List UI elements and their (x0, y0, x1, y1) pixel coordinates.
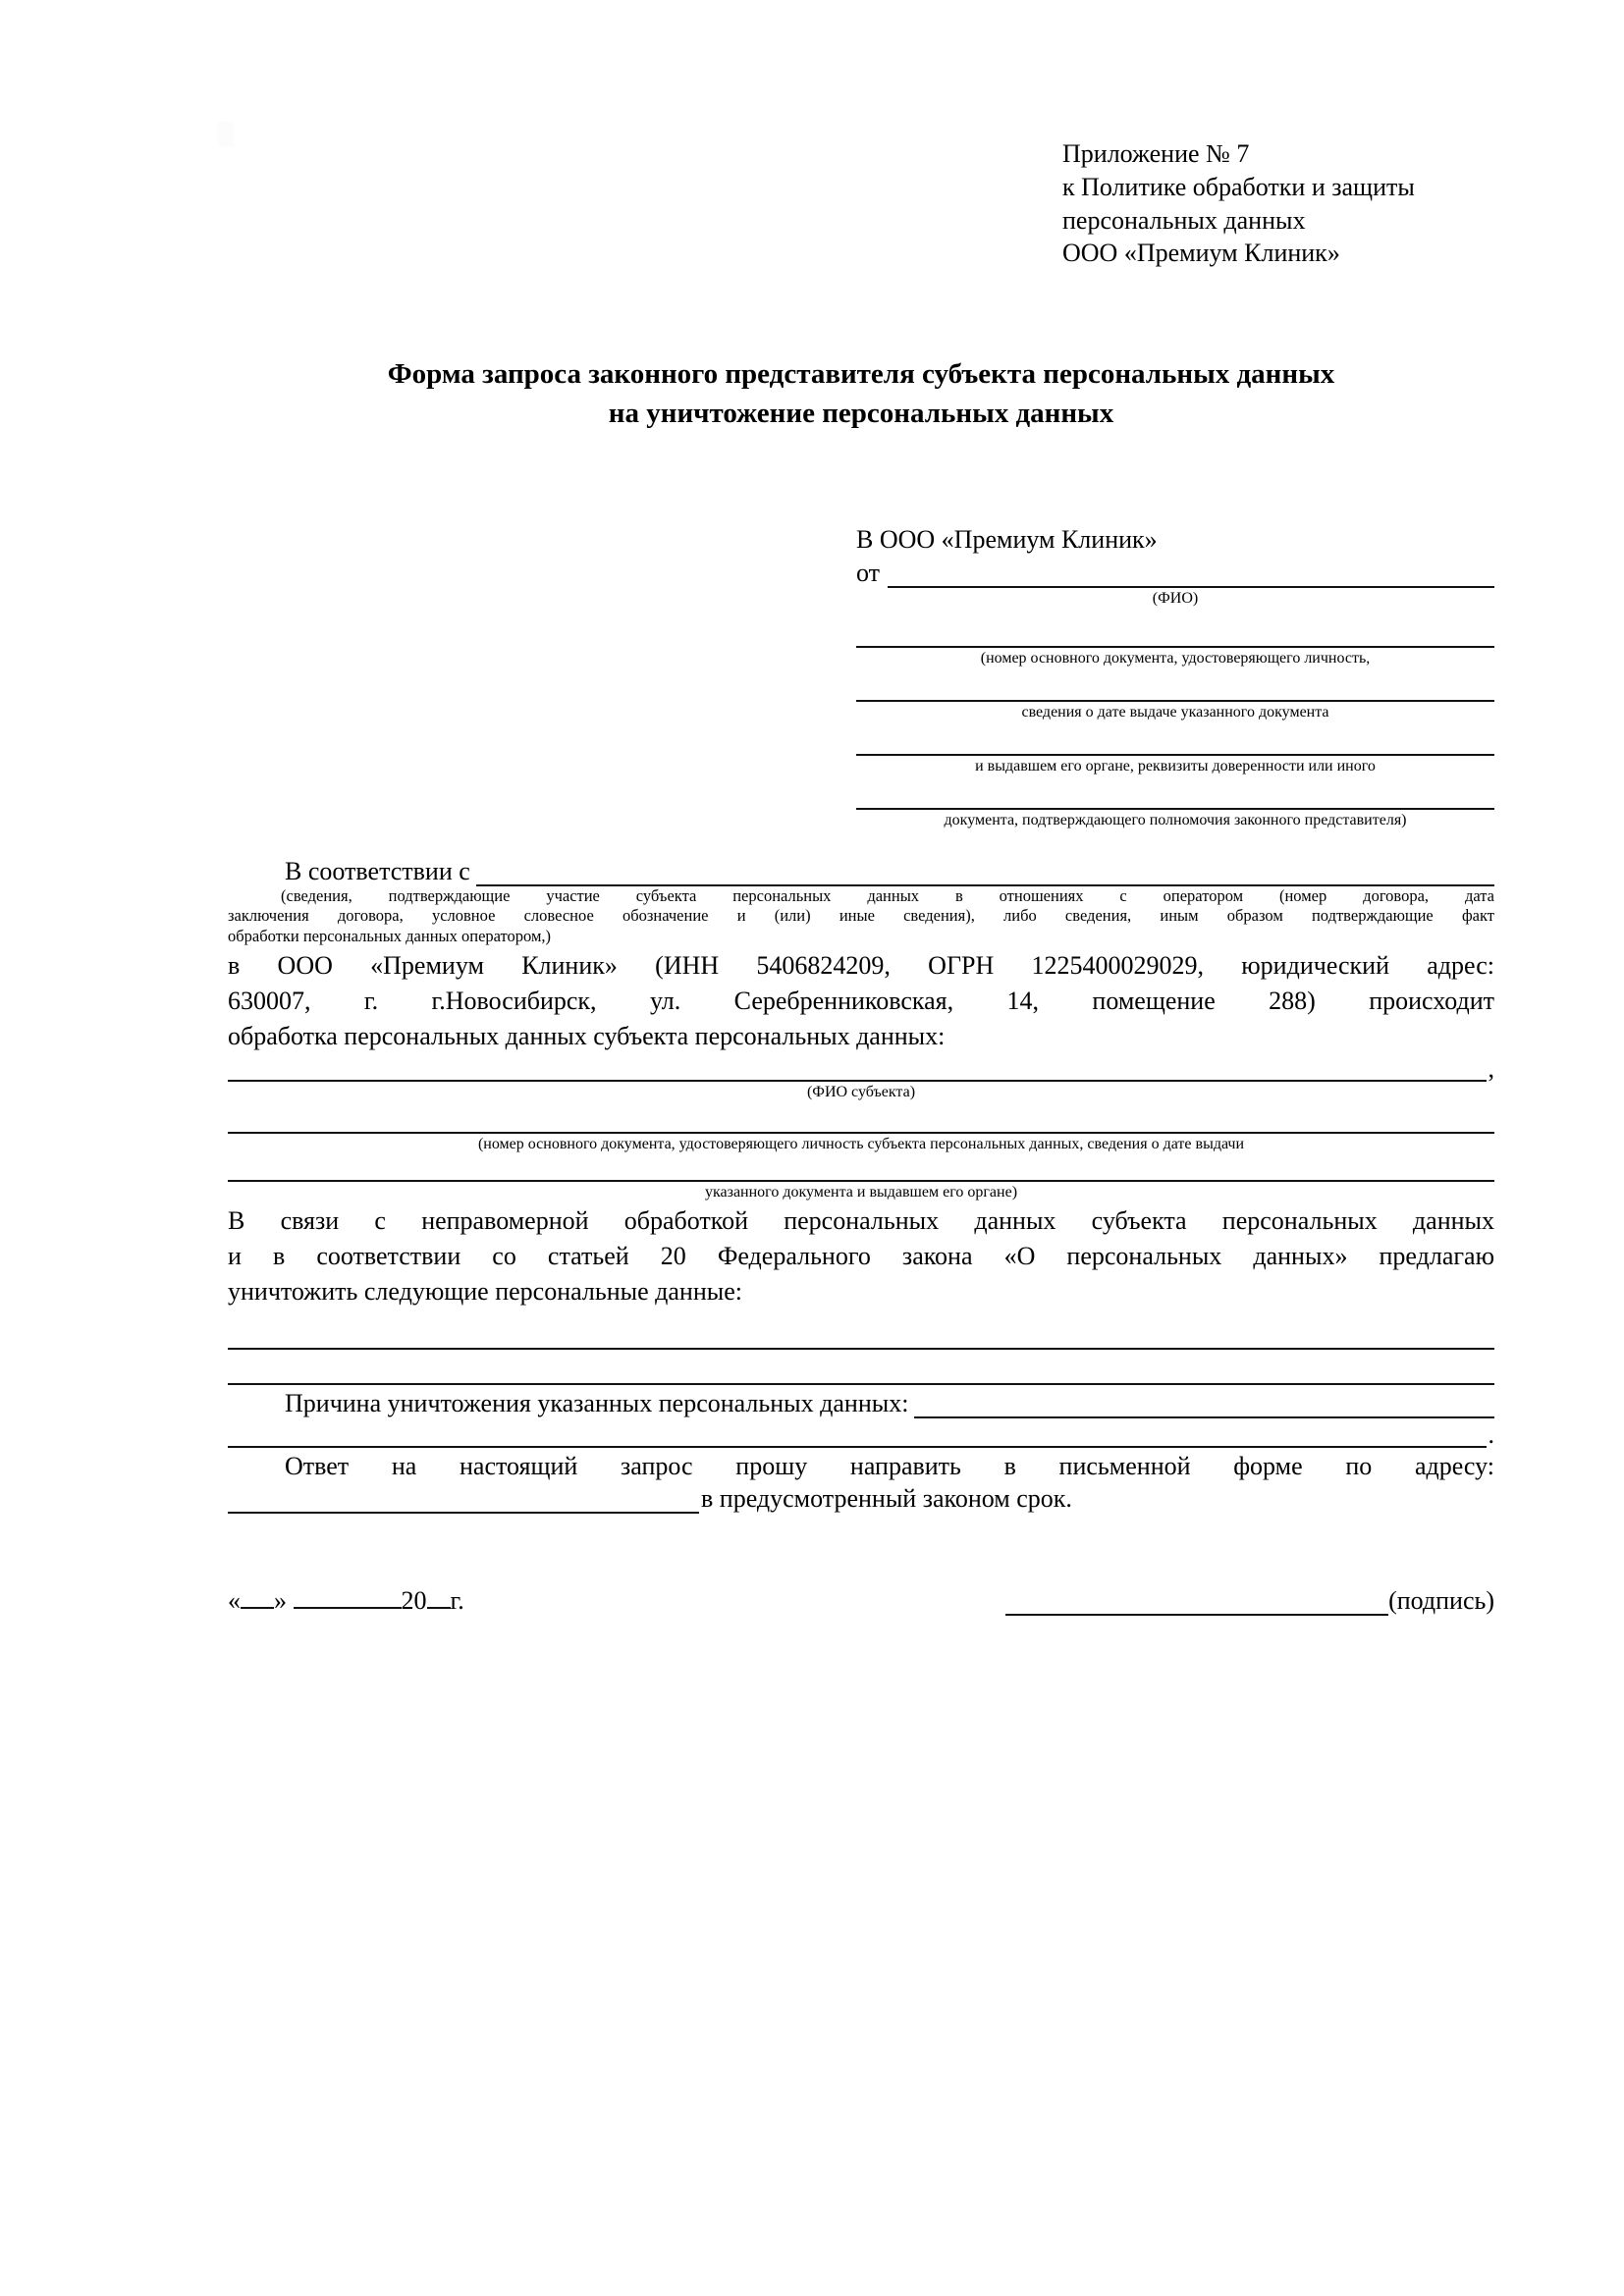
quote-close: » (274, 1586, 287, 1616)
operator-line2: 630007, г. г.Новосибирск, ул. Серебренниковская, 14, помещение 288) происходит (228, 986, 1494, 1015)
request-line3: уничтожить следующие персональные данные: (228, 1277, 742, 1306)
request-line1: В связи с неправомерной обработкой персональных данных субъекта персональных данных (228, 1206, 1494, 1236)
subject-issuing-body-input-line[interactable] (228, 1154, 1494, 1182)
signature-label: (подпись) (1388, 1586, 1494, 1616)
appendix-number: Приложение № 7 (1062, 139, 1250, 168)
data-to-destroy-line-1[interactable] (228, 1308, 1494, 1350)
subject-fio-input-line[interactable] (228, 1052, 1487, 1082)
request-line2: и в соответствии со статьей 20 Федерального закона «О персональных данных» предлагаю (228, 1242, 1494, 1271)
issue-date-input-line[interactable] (856, 674, 1494, 702)
doc-number-input-line[interactable] (856, 620, 1494, 648)
appendix-organization: ООО «Премиум Клиник» (1062, 239, 1340, 268)
signature-row (228, 1586, 1494, 1616)
subject-doc-number-input-line[interactable] (228, 1102, 1494, 1134)
addressee-block (856, 523, 1494, 830)
reason-input-line-2[interactable] (228, 1418, 1487, 1448)
subject-fio-row (228, 1052, 1494, 1082)
reason-input-line-1[interactable] (914, 1391, 1494, 1418)
page-title-line2: на уничтожение персональных данных (608, 398, 1114, 430)
reason-row (228, 1389, 1494, 1418)
page-title-line1: Форма запроса законного представителя субъекта персональных данных (387, 358, 1335, 391)
appendix-header (1062, 137, 1494, 270)
month-input-line[interactable] (294, 1607, 402, 1609)
data-to-destroy-line-2[interactable] (228, 1350, 1494, 1385)
page-title (228, 354, 1494, 433)
from-row (856, 560, 1494, 588)
appendix-policy-line2: персональных данных (1062, 205, 1306, 235)
accordance-fine-line2: заключения договора, условное словесное обозначение и (или) иные сведения), либо сведения, иным образом подтверждающие факт (228, 906, 1494, 926)
year-input-line[interactable] (427, 1607, 451, 1609)
operator-line3: обработка персональных данных субъекта персональных данных: (228, 1021, 946, 1050)
caption-doc-number: (номер основного документа, удостоверяющего личность, (980, 650, 1371, 667)
accordance-input-line[interactable] (476, 865, 1494, 886)
accordance-label: В соответствии с (285, 857, 470, 886)
issuing-body-input-line[interactable] (856, 728, 1494, 756)
reason-row-2 (228, 1418, 1494, 1448)
answer-address-row (228, 1484, 1494, 1514)
subject-fio-comma: , (1488, 1054, 1494, 1084)
appendix-policy-line1: к Политике обработки и защиты (1062, 172, 1415, 201)
quote-open: « (228, 1586, 241, 1616)
caption-subject-doc-number: (номер основного документа, удостоверяющего личность субъекта персональных данных, сведения о дате выдачи (477, 1136, 1245, 1153)
answer-tail: в предусмотренный законом срок. (701, 1484, 1072, 1514)
addressee-organization: В ООО «Премиум Клиник» (856, 525, 1158, 555)
answer-text: Ответ на настоящий запрос прошу направить в письменной форме по адресу: (285, 1451, 1494, 1480)
caption-issuing-body: и выдавшем его органе, реквизиты доверенности или иного (975, 758, 1376, 775)
year-prefix: 20 (401, 1586, 427, 1616)
from-name-input-line[interactable] (888, 566, 1494, 588)
caption-fio: (ФИО) (1152, 590, 1199, 608)
answer-address-input-line[interactable] (228, 1486, 699, 1514)
caption-authority-doc: документа, подтверждающего полномочия законного представителя) (944, 812, 1407, 829)
reason-period: . (1488, 1419, 1494, 1449)
caption-fio-subject: (ФИО субъекта) (806, 1084, 916, 1101)
accordance-row (228, 858, 1494, 886)
accordance-fine-line1: (сведения, подтверждающие участие субъекта персональных данных в отношениях с оператором (номер договора, дата (281, 885, 1494, 905)
document-content (228, 0, 1494, 1616)
operator-line1: в ООО «Премиум Клиник» (ИНН 5406824209, ОГРН 1225400029029, юридический адрес: (228, 951, 1494, 981)
accordance-fine-line3: обработки персональных данных оператором,) (228, 927, 552, 946)
authority-doc-input-line[interactable] (856, 782, 1494, 810)
signature-input-line[interactable] (1005, 1588, 1388, 1616)
signature-date-field[interactable] (228, 1586, 464, 1616)
reason-label: Причина уничтожения указанных персональных данных: (285, 1388, 909, 1417)
day-input-line[interactable] (241, 1607, 274, 1609)
caption-subject-issuing-body: указанного документа и выдавшем его органе) (704, 1184, 1018, 1201)
caption-issue-date: сведения о дате выдаче указанного документа (1021, 704, 1329, 721)
year-suffix: г. (450, 1586, 464, 1616)
from-label: от (856, 559, 881, 588)
